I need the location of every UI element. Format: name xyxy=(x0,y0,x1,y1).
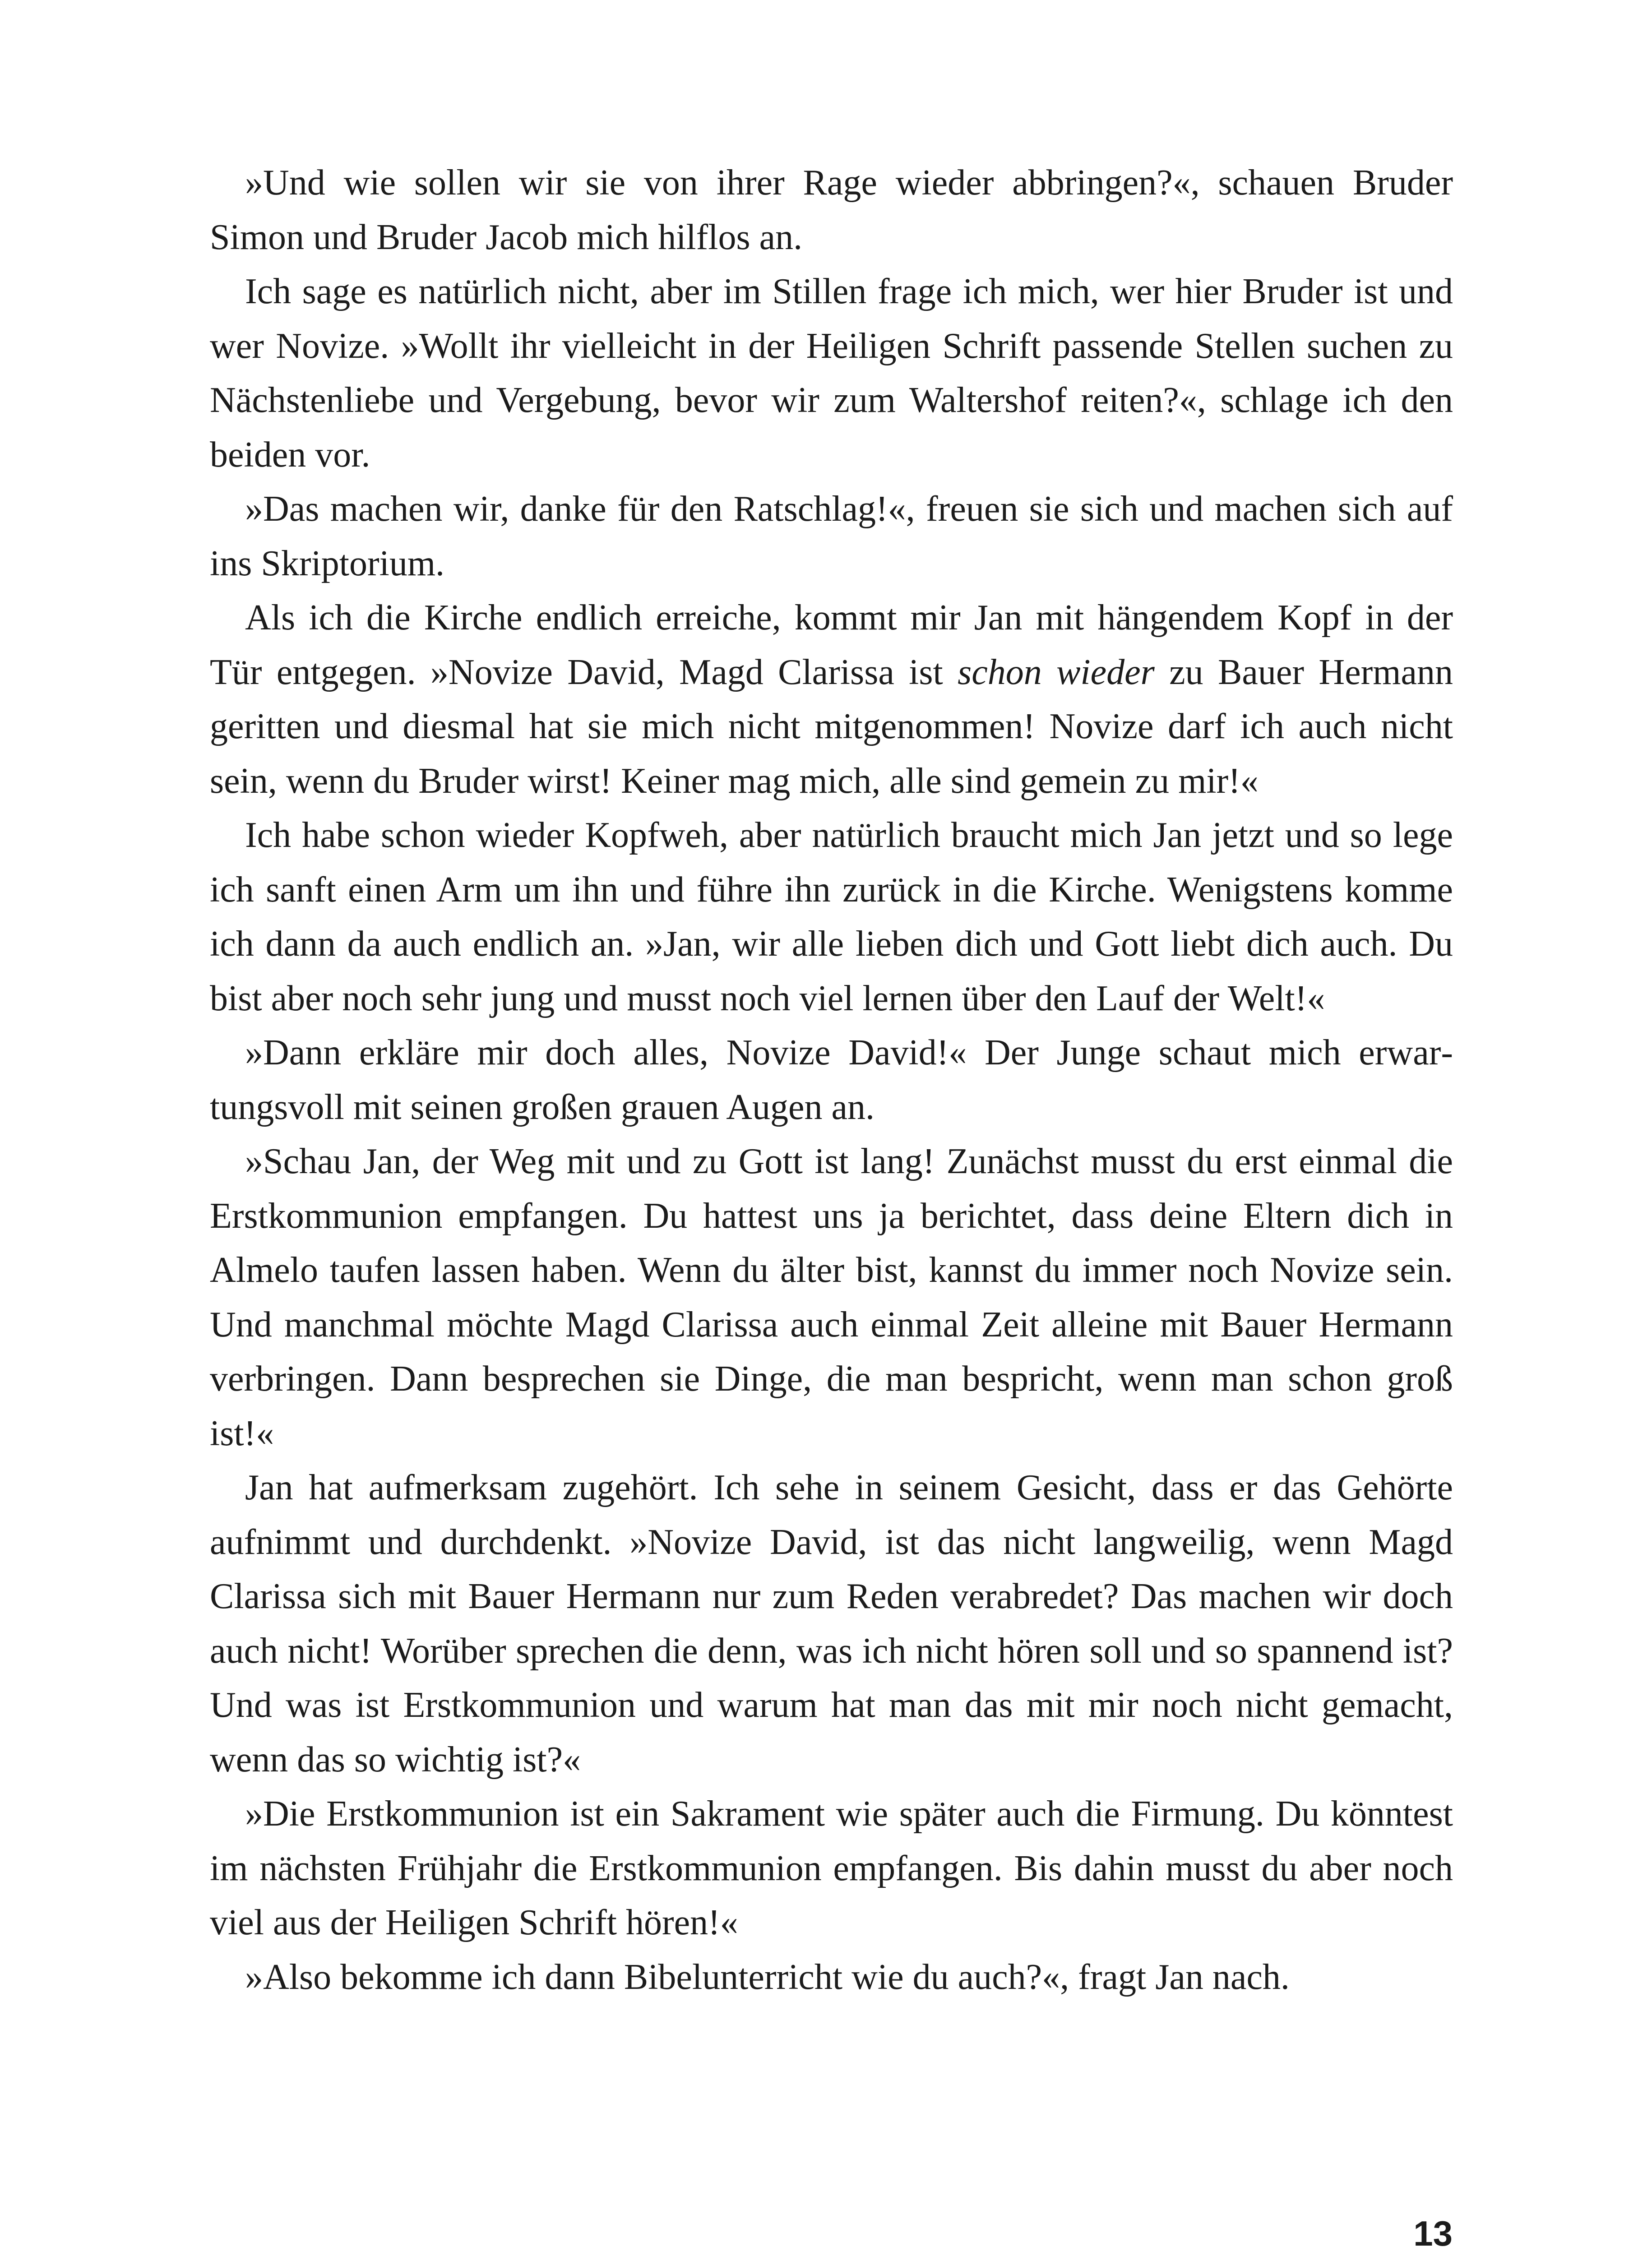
page-number: 13 xyxy=(1413,2214,1453,2253)
paragraph-2: Ich sage es natürlich nicht, aber im Stillen frage ich mich, wer hier Bruder ist und wer Novize. »Wollt ihr vielleicht in der Heiligen Schrift passende Stellen suchen zu Nächstenliebe und Vergebung, bevor wir zum Waltershof reiten?«, schlage ich den beiden vor. xyxy=(210,272,1453,475)
paragraph-3: »Das machen wir, danke für den Ratschlag!«, freuen sie sich und machen sich auf ins Skriptorium. xyxy=(210,489,1453,583)
paragraph-4-emphasis: schon wieder xyxy=(958,652,1155,692)
paragraph-4-before: Als ich die Kirche endlich erreiche, kommt mir Jan mit hängendem Kopf in der Tür entgegen. »Novize David, Magd Clarissa ist xyxy=(210,598,1453,692)
paragraph-10: »Also bekomme ich dann Bibelunterricht wie du auch?«, fragt Jan nach. xyxy=(245,1957,1290,1997)
paragraph-8: Jan hat aufmerksam zugehört. Ich sehe in seinem Gesicht, dass er das Gehörte aufnimmt und durchdenkt. »Novize David, ist das nicht langweilig, wenn Magd Clarissa sich mit Bauer Hermann nur zum Reden verabredet? Das machen wir doch auch nicht! Worüber sprechen die denn, was ich nicht hören soll und so spannend ist? Und was ist Erstkommunion und warum hat man das mit mir noch nicht gemacht, wenn das so wichtig ist?« xyxy=(210,1468,1453,1780)
paragraph-9: »Die Erstkommunion ist ein Sakrament wie später auch die Firmung. Du könntest im nächsten Frühjahr die Erstkommunion empfangen. Bis dahin musst du aber noch viel aus der Heiligen Schrift hören!« xyxy=(210,1794,1453,1942)
paragraph-4 xyxy=(210,591,1453,808)
body-text xyxy=(210,156,1453,2004)
paragraph-7: »Schau Jan, der Weg mit und zu Gott ist lang! Zunächst musst du erst einmal die Erstkommunion empfangen. Du hattest uns ja berichtet, dass deine Eltern dich in Almelo taufen lassen haben. Wenn du älter bist, kannst du immer noch Novize sein. Und manchmal möchte Magd Clarissa auch einmal Zeit alleine mit Bauer Hermann verbringen. Dann besprechen sie Dinge, die man bespricht, wenn man schon groß ist!« xyxy=(210,1142,1453,1453)
paragraph-4-after: zu Bauer Hermann geritten und diesmal hat sie mich nicht mitgenommen! Novize darf ich auch nicht sein, wenn du Bruder wirst! Keiner mag mich, alle sind gemein zu mir!« xyxy=(210,652,1453,801)
paragraph-1: »Und wie sollen wir sie von ihrer Rage wieder abbringen?«, schauen Bruder Simon und Bruder Jacob mich hilflos an. xyxy=(210,163,1453,257)
paragraph-6: »Dann erkläre mir doch alles, Novize David!« Der Junge schaut mich erwartungsvoll mit seinen großen grauen Augen an. xyxy=(210,1033,1453,1127)
paragraph-5: Ich habe schon wieder Kopfweh, aber natürlich braucht mich Jan jetzt und so lege ich sanft einen Arm um ihn und führe ihn zurück in die Kirche. Wenigstens komme ich dann da auch endlich an. »Jan, wir alle lieben dich und Gott liebt dich auch. Du bist aber noch sehr jung und musst noch viel lernen über den Lauf der Welt!« xyxy=(210,815,1453,1018)
